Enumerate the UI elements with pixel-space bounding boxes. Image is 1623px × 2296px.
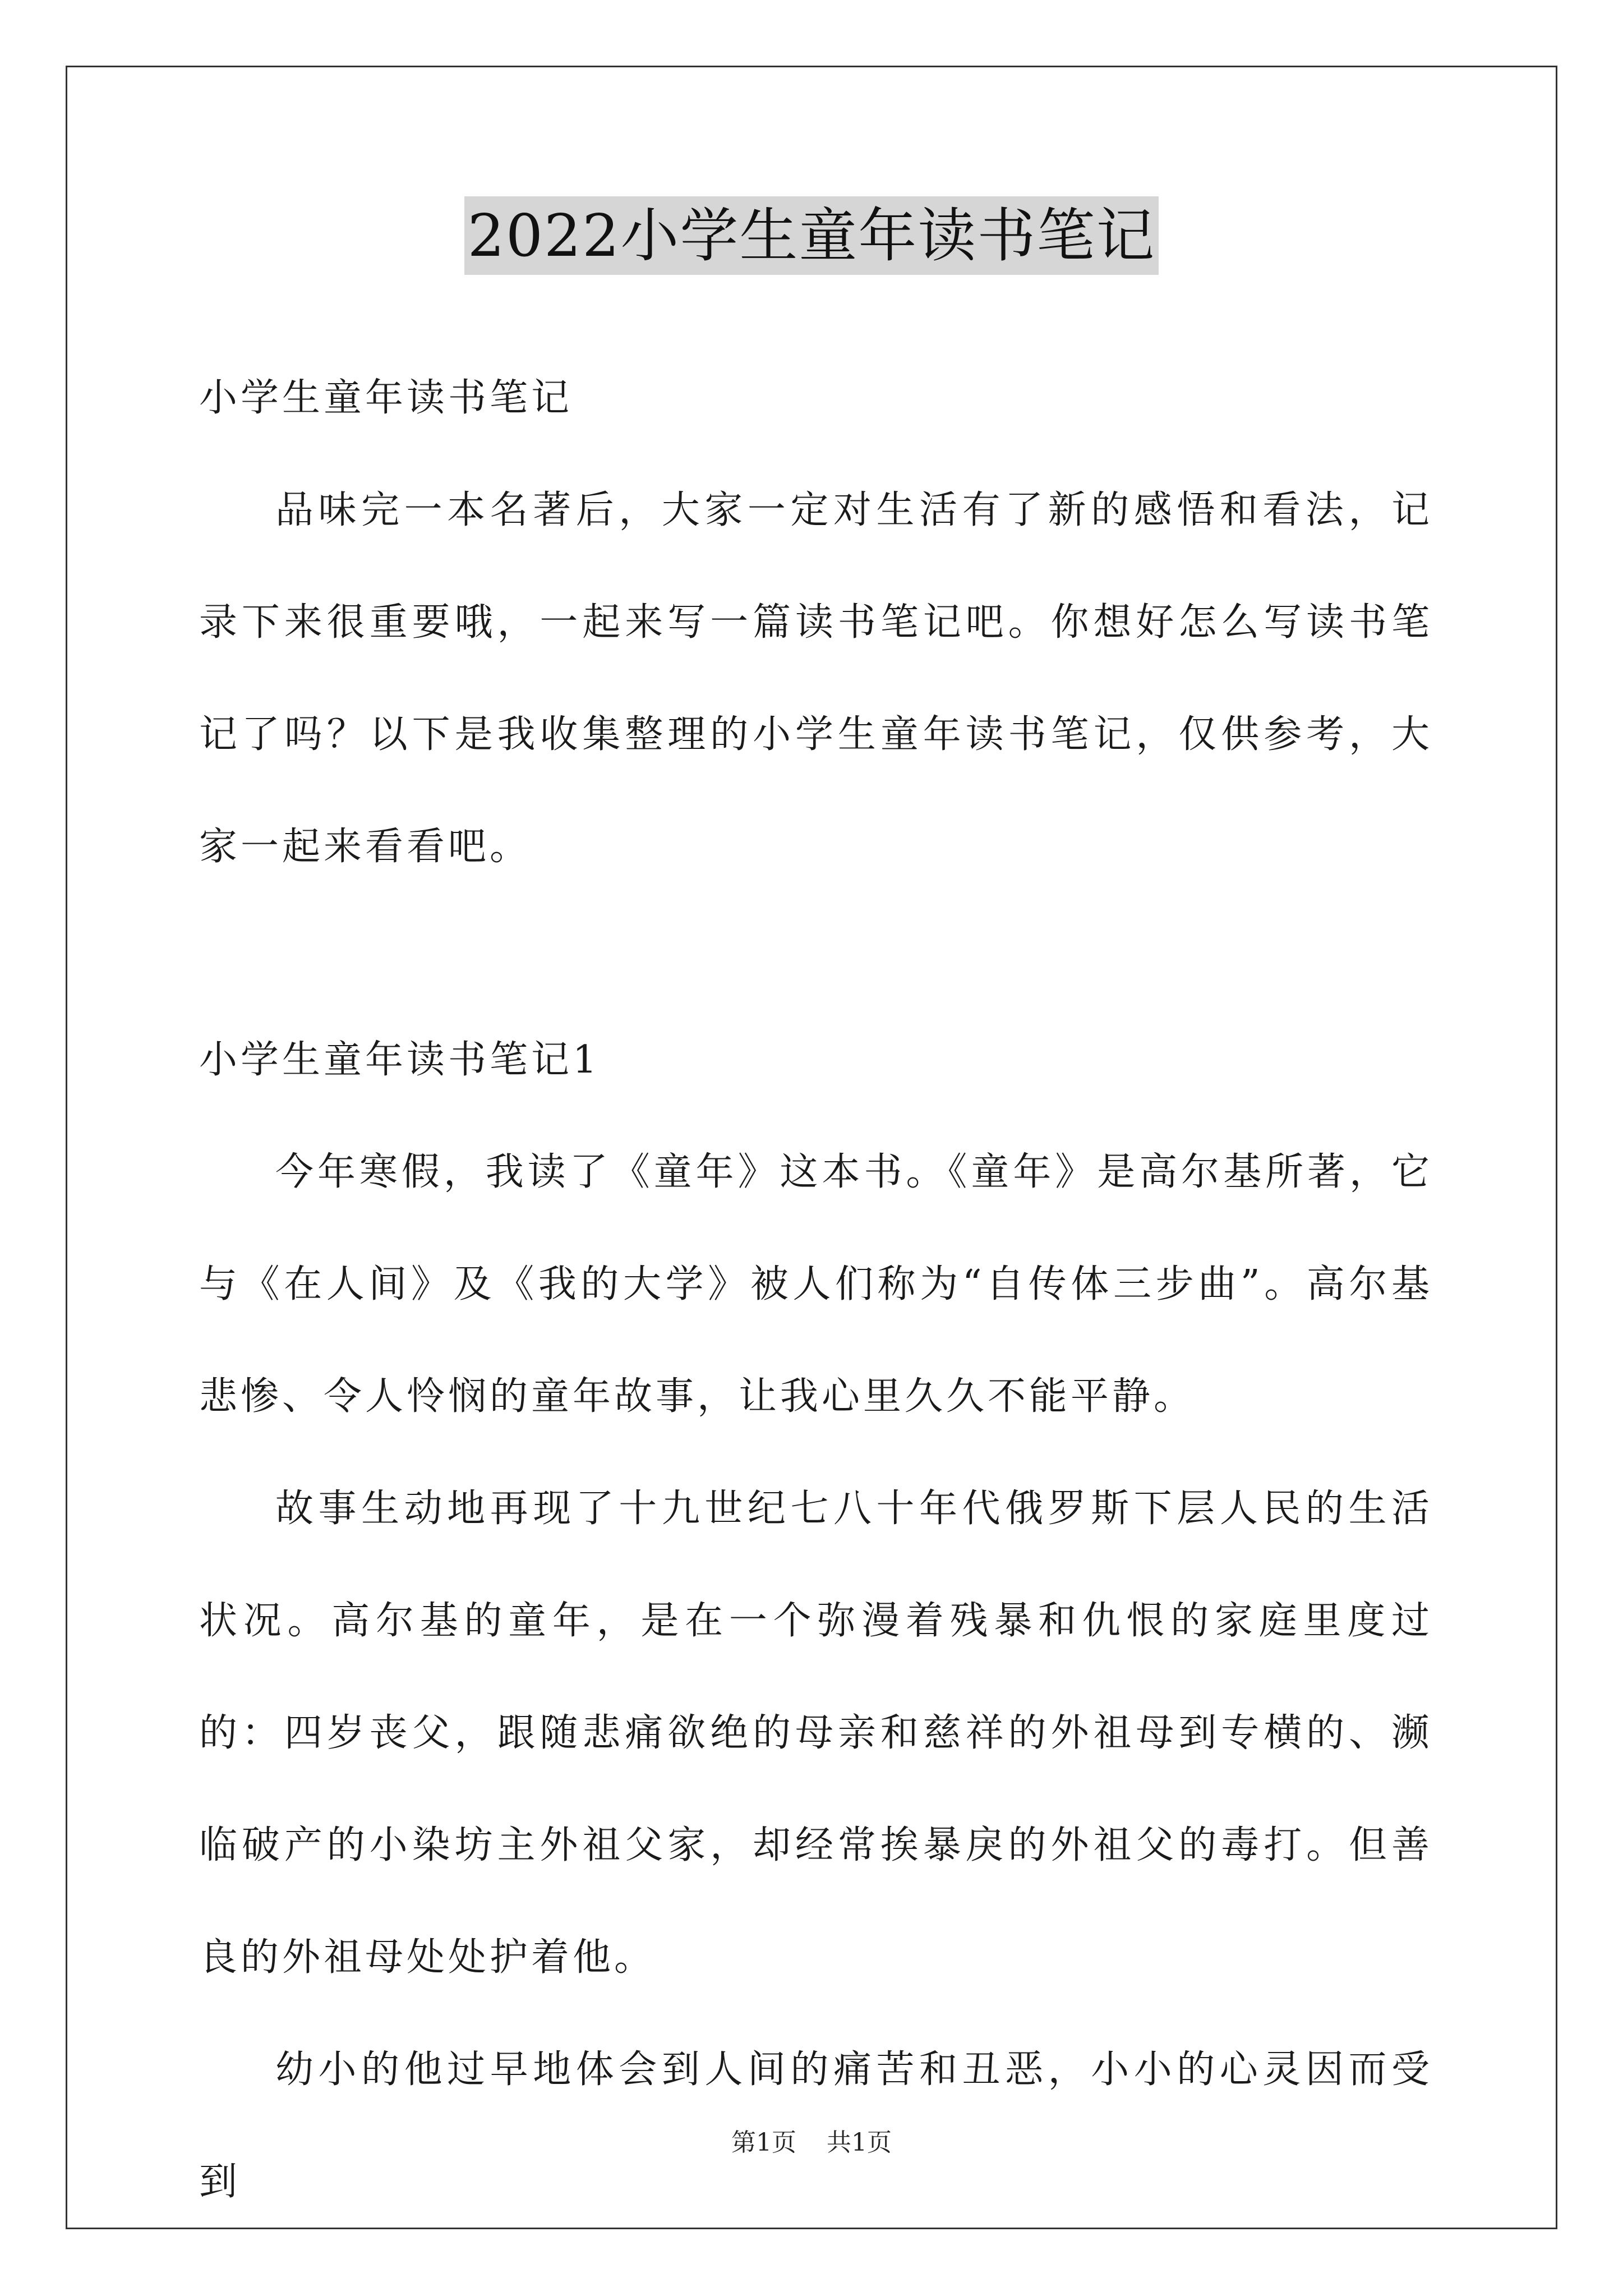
document-body (199, 342, 1433, 2238)
section-heading: 小学生童年读书笔记1 (199, 1038, 601, 1082)
paragraph: 故事生动地再现了十九世纪七八十年代俄罗斯下层人民的生活状况。高尔基的童年，是在一个弥漫着残暴和仇恨的家庭里度过的：四岁丧父，跟随悲痛欲绝的母亲和慈祥的外祖母到专横的、濒临破产的小染坊主外祖父家，却经常挨暴戾的外祖父的毒打。但善良的外祖母处处护着他。 (199, 1487, 1433, 1980)
subtitle: 小学生童年读书笔记 (199, 376, 573, 420)
page-number: 第1页 (731, 2128, 796, 2157)
document-title: 2022小学生童年读书笔记 (464, 196, 1159, 275)
title-container (0, 196, 1623, 275)
page-footer (0, 2126, 1623, 2160)
page-total: 共1页 (827, 2128, 892, 2157)
paragraph: 今年寒假，我读了《童年》这本书。《童年》是高尔基所著，它与《在人间》及《我的大学》被人们称为“自传体三步曲”。高尔基悲惨、令人怜悯的童年故事，让我心里久久不能平静。 (199, 1150, 1433, 1419)
intro-paragraph: 品味完一本名著后，大家一定对生活有了新的感悟和看法，记录下来很重要哦，一起来写一篇读书笔记吧。你想好怎么写读书笔记了吗？以下是我收集整理的小学生童年读书笔记，仅供参考，大家一起来看看吧。 (199, 488, 1433, 869)
paragraph: 幼小的他过早地体会到人间的痛苦和丑恶，小小的心灵因而受到 (199, 2047, 1433, 2204)
